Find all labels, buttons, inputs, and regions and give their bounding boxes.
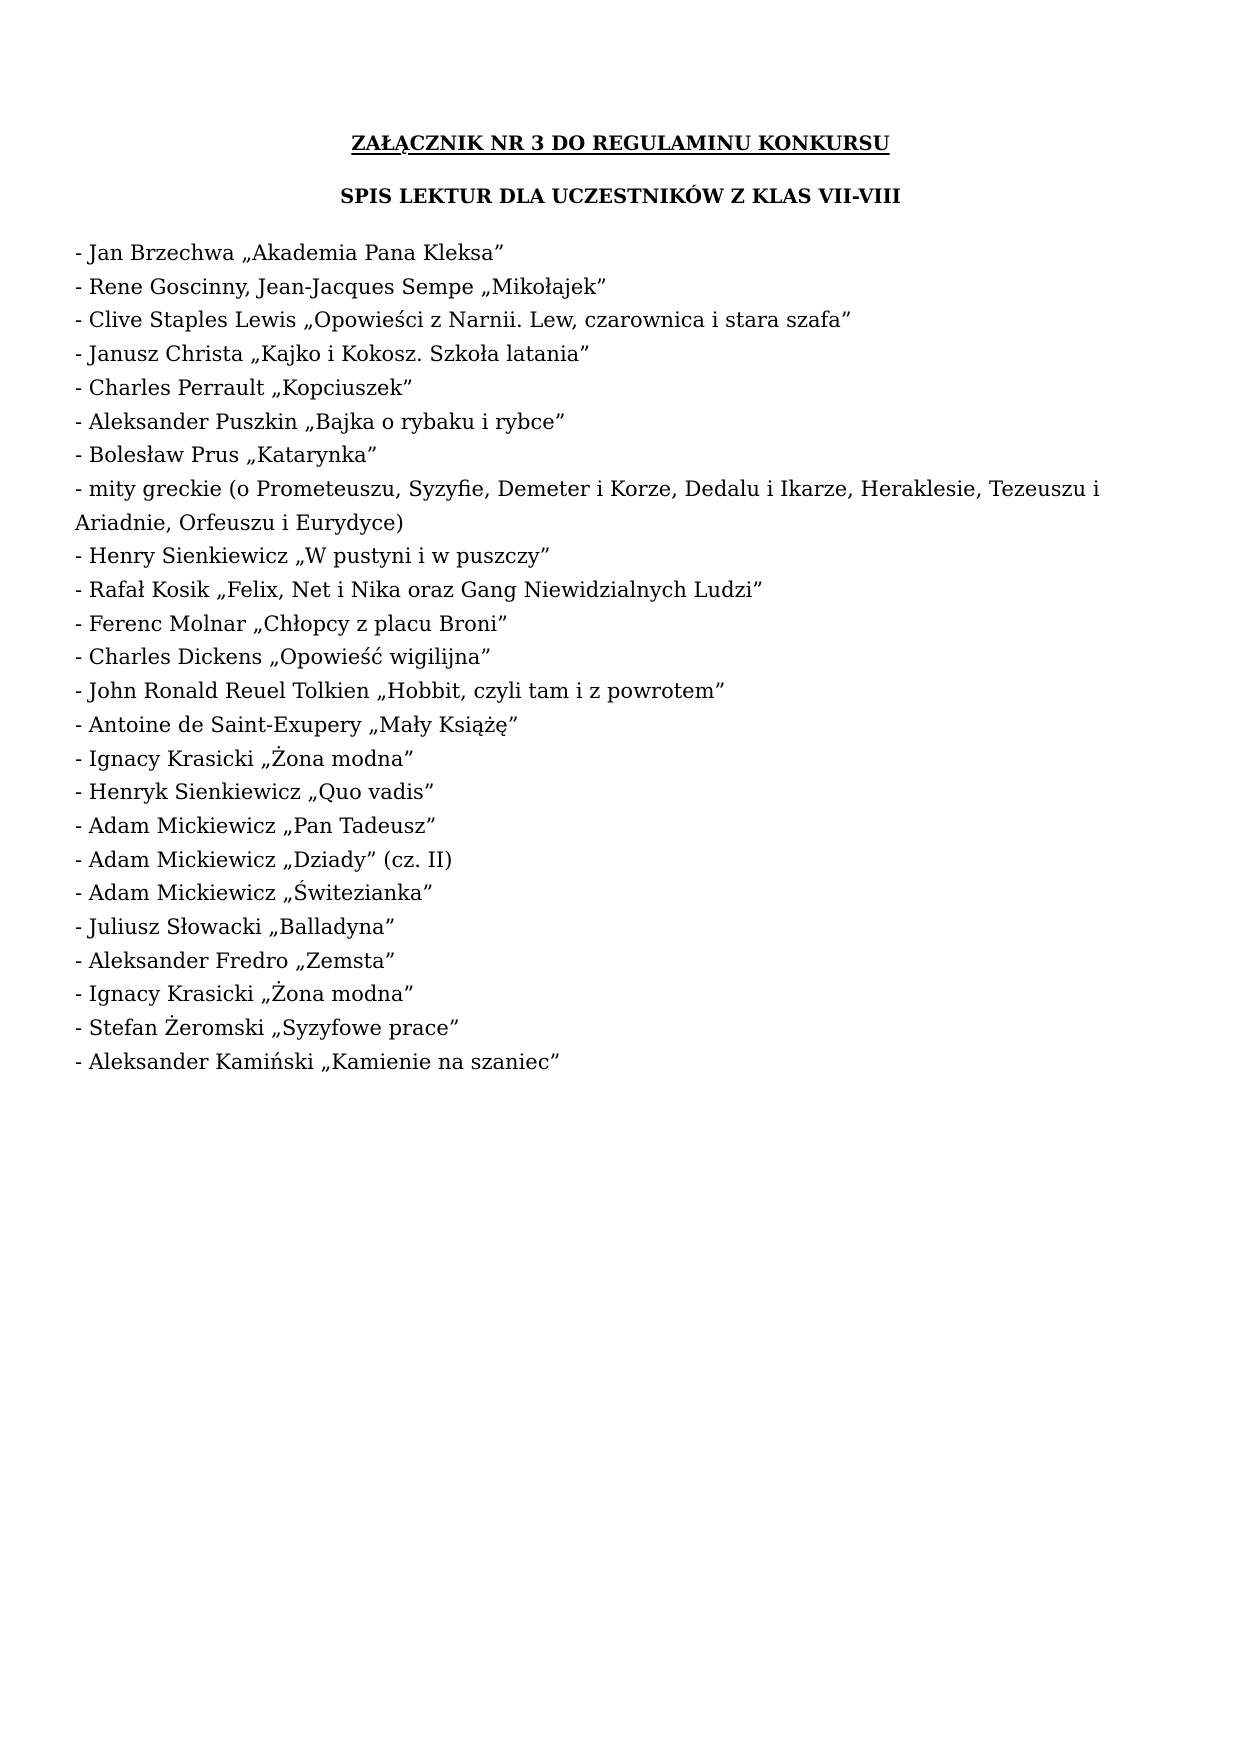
reading-list-item: - Ignacy Krasicki „Żona modna” <box>75 746 415 771</box>
document-title: ZAŁĄCZNIK NR 3 DO REGULAMINU KONKURSU <box>351 132 890 155</box>
reading-list-item: - mity greckie (o Prometeuszu, Syzyfie, Demeter i Korze, Dedalu i Ikarze, Heraklesie, Tezeuszu i Ariadnie, Orfeuszu i Eurydyce) <box>75 476 1100 535</box>
reading-list-item: - Aleksander Puszkin „Bajka o rybaku i rybce” <box>75 409 566 434</box>
reading-list-item: - Stefan Żeromski „Syzyfowe prace” <box>75 1016 460 1041</box>
reading-list-item: - Rene Goscinny, Jean-Jacques Sempe „Mikołajek” <box>75 274 607 299</box>
reading-list-item: - Ignacy Krasicki „Żona modna” <box>75 982 415 1007</box>
reading-list-item: - Adam Mickiewicz „Pan Tadeusz” <box>75 813 437 838</box>
reading-list-item: - Charles Perrault „Kopciuszek” <box>75 375 413 400</box>
reading-list-item: - Ferenc Molnar „Chłopcy z placu Broni” <box>75 611 508 636</box>
reading-list-item: - Clive Staples Lewis „Opowieści z Narnii. Lew, czarownica i stara szafa” <box>75 308 852 333</box>
reading-list-item: - Rafał Kosik „Felix, Net i Nika oraz Gang Niewidzialnych Ludzi” <box>75 578 764 603</box>
reading-list <box>75 237 1175 1080</box>
reading-list-item: - Adam Mickiewicz „Dziady” (cz. II) <box>75 847 453 872</box>
reading-list-item: - Aleksander Fredro „Zemsta” <box>75 948 396 973</box>
reading-list-item: - Adam Mickiewicz „Świtezianka” <box>75 881 434 906</box>
document-subtitle: SPIS LEKTUR DLA UCZESTNIKÓW Z KLAS VII-VIII <box>340 185 901 208</box>
reading-list-item: - Aleksander Kamiński „Kamienie na szaniec” <box>75 1049 561 1074</box>
reading-list-item: - Jan Brzechwa „Akademia Pana Kleksa” <box>75 241 505 265</box>
reading-list-item: - John Ronald Reuel Tolkien „Hobbit, czyli tam i z powrotem” <box>75 679 726 704</box>
reading-list-item: - Janusz Christa „Kajko i Kokosz. Szkoła latania” <box>75 342 590 367</box>
reading-list-item: - Henryk Sienkiewicz „Quo vadis” <box>75 780 435 805</box>
reading-list-item: - Henry Sienkiewicz „W pustyni i w puszczy” <box>75 544 551 569</box>
reading-list-item: - Charles Dickens „Opowieść wigilijna” <box>75 645 492 670</box>
reading-list-item: - Juliusz Słowacki „Balladyna” <box>75 915 396 940</box>
reading-list-item: - Antoine de Saint-Exupery „Mały Książę” <box>75 712 519 737</box>
reading-list-item: - Bolesław Prus „Katarynka” <box>75 443 378 468</box>
